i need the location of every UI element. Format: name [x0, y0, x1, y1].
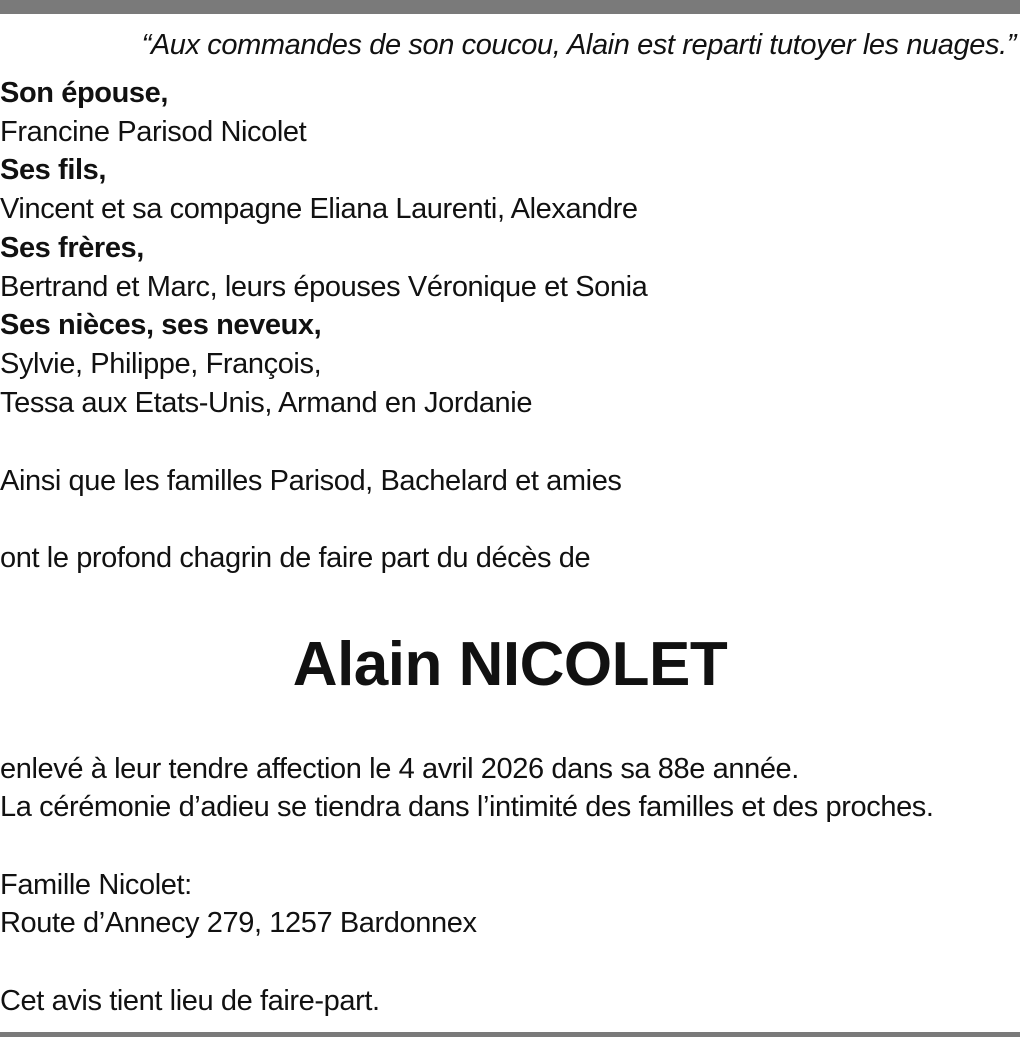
- family-member-brothers: Bertrand et Marc, leurs épouses Véronique et Sonia: [0, 271, 648, 303]
- detail-line-1: enlevé à leur tendre affection le 4 avril 2026 dans sa 88e année.: [0, 753, 799, 785]
- family-member-spouse: Francine Parisod Nicolet: [0, 116, 307, 148]
- top-rule: [0, 0, 1020, 14]
- bottom-rule: [0, 1032, 1020, 1037]
- family-heading-spouse: Son épouse,: [0, 77, 169, 109]
- family-member-sons: Vincent et sa compagne Eliana Laurenti, Alexandre: [0, 193, 638, 225]
- epigraph-quote: “Aux commandes de son coucou, Alain est reparti tutoyer les nuages.”: [141, 29, 1016, 61]
- family-heading-sons: Ses fils,: [0, 154, 107, 186]
- contact-label: Famille Nicolet:: [0, 869, 192, 901]
- also-families-line: Ainsi que les familles Parisod, Bachelard et amies: [0, 465, 622, 497]
- family-member-nieces-nephews-2: Tessa aux Etats-Unis, Armand en Jordanie: [0, 387, 533, 419]
- family-heading-brothers: Ses frères,: [0, 232, 144, 264]
- deceased-name: Alain NICOLET: [292, 630, 728, 699]
- contact-address: Route d’Annecy 279, 1257 Bardonnex: [0, 907, 477, 939]
- detail-line-2: La cérémonie d’adieu se tiendra dans l’intimité des familles et des proches.: [0, 791, 934, 823]
- closing-note: Cet avis tient lieu de faire-part.: [0, 985, 380, 1017]
- family-member-nieces-nephews-1: Sylvie, Philippe, François,: [0, 348, 322, 380]
- announcement-line: ont le profond chagrin de faire part du décès de: [0, 542, 591, 574]
- family-heading-nieces-nephews: Ses nièces, ses neveux,: [0, 309, 322, 341]
